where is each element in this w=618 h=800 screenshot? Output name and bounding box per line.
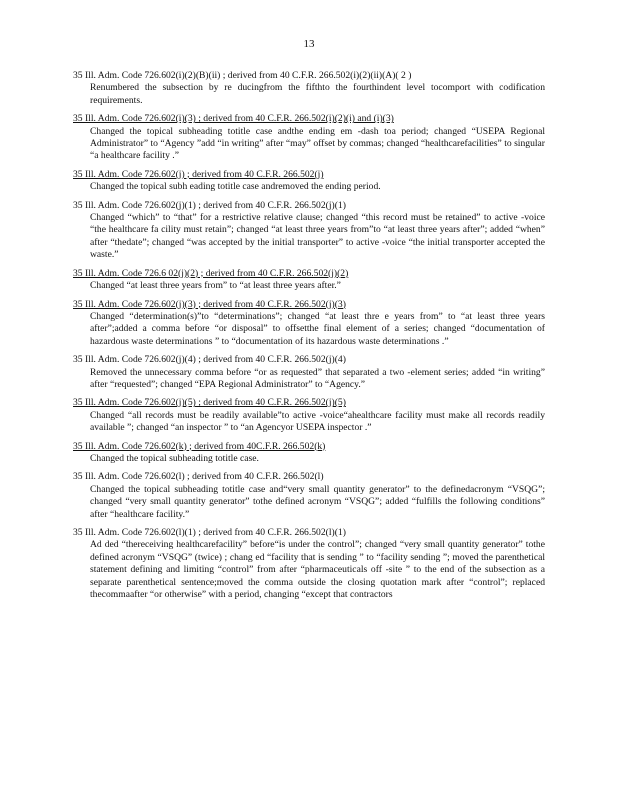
entry-text: Changed “all records must be readily available”to active -voice“ahealthcare facility must make all records readily available ”; changed “an inspector ” to “an Agencyor USEPA inspector .” xyxy=(90,409,545,434)
entry xyxy=(73,441,545,466)
entry-text: Changed the topical subheading totitle case andthe ending em -dash toa period; changed “USEPA Regional Administrator” to “Agency ”add “in writing” after “may” offset by commas; changed “healthcarefacilities” to singular “a healthcare facility .” xyxy=(90,125,545,162)
entry-citation: 35 Ill. Adm. Code 726.602(j)(5) ; derived from 40 C.F.R. 266.502(j)(5) xyxy=(73,397,346,409)
entry-text: Changed the topical subheading totitle case and“very small quantity generator” to the definedacronym “VSQG”; changed “very small quantity generator” tothe defined acronym “VSQG”; added “fulfills the following conditions” after “healthcare facility.” xyxy=(90,483,545,520)
entry-text: Removed the unnecessary comma before “or as requested” that separated a two -element series; added “in writing” after “requested”; changed “EPA Regional Administrator” to “Agency.” xyxy=(90,366,545,390)
entry-text: Changed “at least three years from” to “at least three years after.” xyxy=(90,280,341,292)
entry-citation: 35 Ill. Adm. Code 726.602(j)(3) ; derived from 40 C.F.R. 266.502(j)(3) xyxy=(73,298,346,310)
entry xyxy=(73,354,545,391)
entry-text: Changed “determination(s)”to “determinations”; changed “at least thre e years from” to “at least three years after”;added a comma before “or disposal” to offsetthe final element of a series; changed “documentation of hazardous waste determinations ” to “documentation of its hazardous waste determinations .” xyxy=(90,310,545,347)
entry-citation: 35 Ill. Adm. Code 726.602(j)(1) ; derived from 40 C.F.R. 266.502(j)(1) xyxy=(73,199,346,211)
entry-text: Changed “which” to “that” for a restrictive relative clause; changed “this record must be retained” to active -voice “the healthcare fa cility must retain”; changed “at least three years from”to “at least three years after”; added “when” after “thedate”; changed “was accepted by the initial transporter” to active -voice “the initial transporter accepted the waste.” xyxy=(90,212,545,261)
entry-citation: 35 Ill. Adm. Code 726.602(j) ; derived from 40 C.F.R. 266.502(j) xyxy=(73,168,324,180)
entry-citation: 35 Ill. Adm. Code 726.602(l) ; derived from 40 C.F.R. 266.502(l) xyxy=(73,471,324,483)
entry xyxy=(73,268,545,293)
entry-text: Renumbered the subsection by re ducingfrom the fifthto the fourthindent level tocomport with codification requirements. xyxy=(90,82,545,106)
entry xyxy=(73,471,545,521)
entry-citation: 35 Ill. Adm. Code 726.602(i)(3) ; derived from 40 C.F.R. 266.502(i)(2)(i) and (i)(3) xyxy=(73,113,394,125)
entry xyxy=(73,200,545,262)
page-number: 13 xyxy=(303,38,315,50)
entry xyxy=(73,397,545,434)
entry xyxy=(73,70,545,107)
entry xyxy=(73,169,545,194)
entry-citation: 35 Ill. Adm. Code 726.6 02(j)(2) ; derived from 40 C.F.R. 266.502(j)(2) xyxy=(73,267,349,279)
entry-text: Changed the topical subheading totitle case. xyxy=(90,452,259,464)
entry-text: Changed the topical subh eading totitle case andremoved the ending period. xyxy=(90,181,381,193)
entry-text: Ad ded “thereceiving healthcarefacility” before“is under the control”; changed “very small quantity generator” tothe defined acronym “VSQG” (twice) ; chang ed “facility that is sending ” to “facility sending ”; moved the parenthetical statement defining and limiting “control” from after “pharmaceuticals off -site ” to the end of the subsection as a separate parenthetical sentence;moved the comma outside the closing quotation mark after “control”; replaced thecommaafter “or otherwise” with a period, changing “except that contractors xyxy=(90,539,545,601)
entry-citation: 35 Ill. Adm. Code 726.602(j)(4) ; derived from 40 C.F.R. 266.502(j)(4) xyxy=(73,354,346,366)
entry-citation: 35 Ill. Adm. Code 726.602(l)(1) ; derived from 40 C.F.R. 266.502(l)(1) xyxy=(73,527,346,538)
entry-citation: 35 Ill. Adm. Code 726.602(k) ; derived from 40C.F.R. 266.502(k) xyxy=(73,440,326,452)
entry-citation: 35 Ill. Adm. Code 726.602(i)(2)(B)(ii) ; derived from 40 C.F.R. 266.502(i)(2)(ii)(A)( 2 ) xyxy=(73,70,412,81)
entry-list xyxy=(73,70,545,607)
entry xyxy=(73,113,545,163)
entry xyxy=(73,527,545,601)
entry xyxy=(73,299,545,349)
